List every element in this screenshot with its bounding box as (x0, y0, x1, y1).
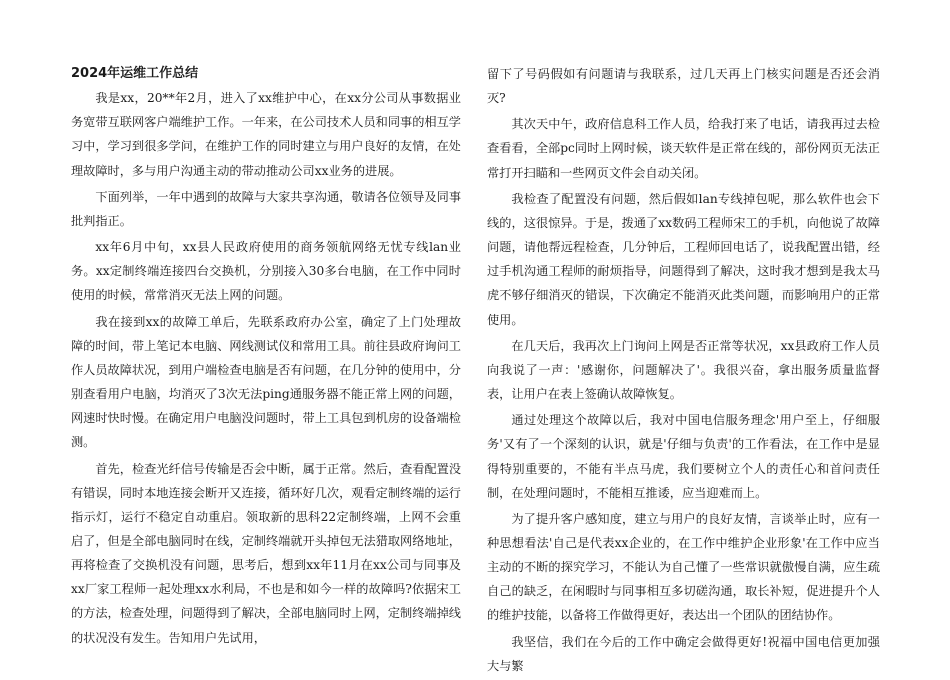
paragraph: 首先，检查光纤信号传输是否会中断，属于正常。然后，查看配置没有错误，同时本地连接会断开又连接，循环好几次，观看定制终端的运行指示灯，运行不稳定自动重启。领取新的思科22定制终端，上网不会重启了，但是全部电脑同时在线，定制终端就开头掉包无法猎取网络地址，再将检查了交换机没有问题，思考后，想到xx年11月在xx公司与同事及xx厂家工程师一起处理xx水利局，不也是和如今一样的故障吗?依据宋工的方法，检查处理，问题得到了解决，全部电脑同时上网，定制终端掉线的状况没有发生。告知用户先试用， (71, 461, 462, 645)
right-column (487, 62, 880, 680)
paragraph: 我是xx，20**年2月，进入了xx维护中心，在xx分公司从事数据业务宽带互联网客户端维护工作。一年来，在公司技术人员和同事的相互学习中，学习到很多学问，在维护工作的同时建立与用户良好的友情，在处理故障时，多与用户沟通主动的带动推动公司xx业务的进展。 (71, 91, 461, 178)
paragraph: 其次天中午，政府信息科工作人员，给我打来了电话，请我再过去检查看看，全部pc同时上网时候，谈天软件是正常在线的，部份网页无法正常打开扫瞄和一些网页文件会自动关闭。 (487, 117, 880, 180)
paragraph: xx年6月中旬，xx县人民政府使用的商务领航网络无忧专线lan业务。xx定制终端连接四台交换机，分别接入30多台电脑，在工作中同时使用的时候，常常消灭无法上网的问题。 (71, 240, 461, 303)
document-title: 2024年运维工作总结 (71, 66, 199, 81)
paragraph: 我检查了配置没有问题，然后假如lan专线掉包呢，那么软件也会下线的，这很惊异。于是，拨通了xx数码工程师宋工的手机，向他说了故障问题，请他帮远程检查，几分钟后，工程师回电话了，说我配置出错，经过手机沟通工程师的耐烦指导，问题得到了解决，这时我才想到是我太马虎不够仔细消灭的错误，下次确定不能消灭此类问题，而影响用户的正常使用。 (487, 191, 880, 327)
left-column (71, 62, 461, 652)
paragraph: 我坚信，我们在今后的工作中确定会做得更好!祝福中国电信更加强大与繁 (487, 634, 880, 673)
paragraph: 我在接到xx的故障工单后，先联系政府办公室，确定了上门处理故障的时间，带上笔记本电脑、网线测试仪和常用工具。前往县政府询问工作人员故障状况，到用户端检查电脑是否有问题，在几分钟的使用中，分别查看用户电脑，均消灭了3次无法ping通服务器不能正常上网的问题，网速时快时慢。在确定用户电脑没问题时，带上工具包到机房的设备端检测。 (71, 314, 461, 450)
paragraph-continuation: 留下了号码假如有问题请与我联系，过几天再上门核实问题是否还会消灭? (487, 67, 880, 106)
paragraph: 为了提升客户感知度，建立与用户的良好友情，言谈举止时，应有一种思想看法'自己是代表xx企业的，在工作中维护企业形象'在工作中应当主动的不断的探究学习，不能认为自己懂了一些常识就傲慢自满，应生疏自己的缺乏，在闲暇时与同事相互多切磋沟通，取长补短，促进提升个人的维护技能，以备将工作做得更好，表达出一个团队的团结协作。 (487, 511, 880, 623)
paragraph: 在几天后，我再次上门询问上网是否正常等状况，xx县政府工作人员向我说了一声：'感谢你，问题解决了'。我很兴奋，拿出服务质量监督表，让用户在表上签确认故障恢复。 (487, 338, 880, 402)
paragraph: 通过处理这个故障以后，我对中国电信服务理念'用户至上，仔细服务'又有了一个深刻的认识，就是'仔细与负责'的工作看法，在工作中是显得特别重要的，不能有半点马虎，我们要树立个人的责任心和首问责任制，在处理问题时，不能相互推诿，应当迎难而上。 (487, 413, 880, 500)
paragraph: 下面列举，一年中遇到的故障与大家共享沟通，敬请各位领导及同事批判指正。 (71, 189, 462, 228)
